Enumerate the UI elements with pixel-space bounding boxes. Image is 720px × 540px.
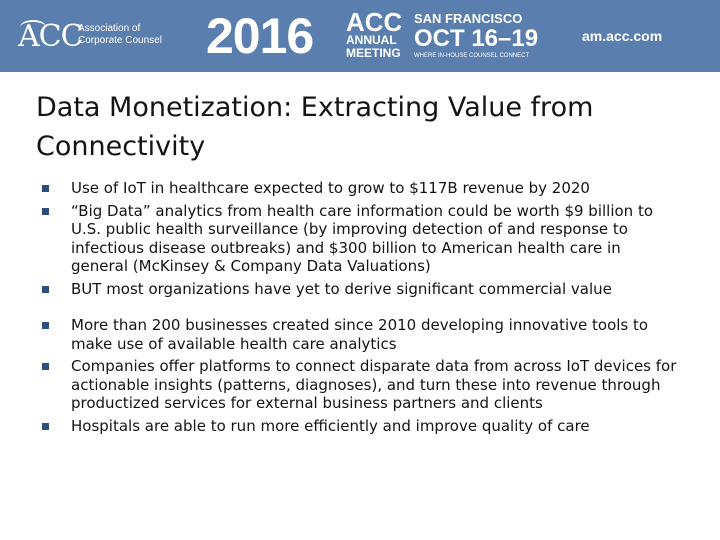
bullet-item xyxy=(42,417,682,436)
square-bullet-icon xyxy=(42,322,49,329)
event-info xyxy=(414,11,538,61)
event-year: 2016 xyxy=(206,8,314,64)
bullet-item xyxy=(42,280,682,299)
logo-line-corporate-counsel: Corporate Counsel xyxy=(78,35,162,46)
bullet-item xyxy=(42,357,682,413)
square-bullet-icon xyxy=(42,363,49,370)
header-banner xyxy=(0,0,720,72)
event-annual-label: ANNUAL xyxy=(346,33,397,47)
bullet-text: Companies offer platforms to connect disparate data from across IoT devices for actionable insights (patterns, diagnoses), and turn these into revenue through productized services for external business partners and clients xyxy=(71,357,677,412)
logo-text xyxy=(78,23,162,47)
square-bullet-icon xyxy=(42,286,49,293)
event-tagline: WHERE IN-HOUSE COUNSEL CONNECT xyxy=(414,53,530,59)
event-acc-label: ACC xyxy=(346,7,403,37)
event-city: SAN FRANCISCO xyxy=(414,11,523,26)
website-link[interactable]: am.acc.com xyxy=(582,28,663,44)
bullet-item xyxy=(42,179,682,198)
logo-line-association: Association of xyxy=(78,23,141,34)
event-meeting-label: MEETING xyxy=(346,46,401,60)
bullet-list xyxy=(42,179,682,439)
square-bullet-icon xyxy=(42,423,49,430)
bullet-text: Hospitals are able to run more efficiently and improve quality of care xyxy=(71,416,590,435)
bullet-item xyxy=(42,316,682,353)
bullet-text: More than 200 businesses created since 2010 developing innovative tools to make use of available health care analytics xyxy=(71,316,649,353)
acc-annual-meeting xyxy=(346,7,403,60)
bullet-text: BUT most organizations have yet to derive significant commercial value xyxy=(71,279,612,298)
square-bullet-icon xyxy=(42,208,49,215)
slide-title: Data Monetization: Extracting Value from Connectivity xyxy=(36,92,594,162)
event-dates: OCT 16–19 xyxy=(414,25,539,52)
bullet-text: Use of IoT in healthcare expected to grow to $117B revenue by 2020 xyxy=(71,179,590,197)
bullet-item xyxy=(42,202,682,276)
square-bullet-icon xyxy=(42,185,49,192)
acc-logo xyxy=(18,16,188,58)
logo-mark: ACC xyxy=(18,19,83,54)
bullet-text: “Big Data” analytics from health care information could be worth $9 billion to U.S. public health surveillance (by improving detection of and response to infectious disease outbreaks) and $300 billion to American health care in general (McKinsey & Company Data Valuations) xyxy=(71,201,653,275)
